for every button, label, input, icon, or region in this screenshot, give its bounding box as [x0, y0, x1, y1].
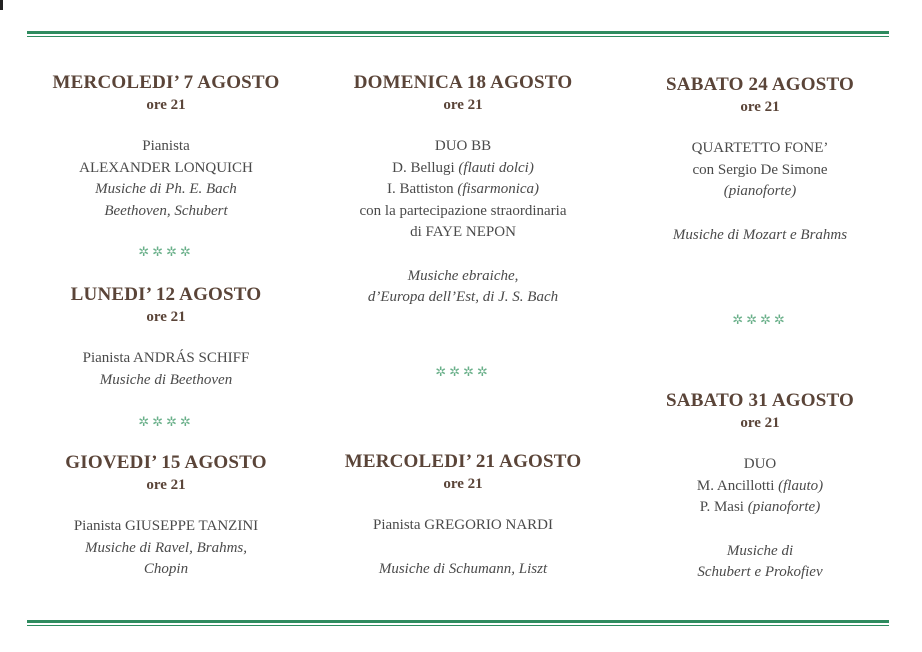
instrument: (flauti dolci) [458, 159, 534, 176]
concert-31-agosto [624, 390, 896, 584]
program: Musiche di [726, 542, 794, 559]
program: d’Europa dell’Est, di J. S. Bach [367, 289, 559, 305]
program: Musiche di Beethoven [99, 371, 233, 388]
program: Musiche di Ph. E. Bach [95, 181, 237, 197]
instrument: (fisarmonica) [457, 181, 540, 197]
ornament-separator: ✲✲✲✲ [138, 414, 194, 429]
concert-time: ore 21 [740, 99, 780, 115]
ensemble-name: QUARTETTO FONE’ [691, 140, 829, 156]
performer-line [624, 497, 896, 519]
ornament-separator: ✲✲✲✲ [732, 312, 788, 327]
concert-date: SABATO 31 AGOSTO [666, 390, 854, 411]
program: Musiche ebraiche, [407, 267, 519, 284]
concert-12-agosto [30, 284, 302, 391]
ornament-separator: ✲✲✲✲ [435, 364, 491, 379]
concert-date: GIOVEDI’ 15 AGOSTO [65, 452, 267, 473]
ornament-separator: ✲✲✲✲ [138, 244, 194, 259]
concert-date: MERCOLEDI’ 7 AGOSTO [52, 72, 280, 93]
performer-name: Pianista GREGORIO NARDI [373, 517, 553, 533]
program: Schubert e Prokofiev [697, 564, 823, 580]
program: Musiche di Schumann, Liszt [378, 560, 548, 577]
ensemble-name: DUO BB [434, 138, 492, 154]
performer-name: D. Bellugi [392, 159, 459, 176]
concert-time: ore 21 [443, 97, 483, 113]
performer-name: P. Masi [699, 499, 748, 515]
concert-date: SABATO 24 AGOSTO [666, 74, 854, 95]
performer-line [322, 179, 604, 201]
concert-date: MERCOLEDI’ 21 AGOSTO [344, 451, 582, 472]
concert-7-agosto [30, 72, 302, 222]
performer-name: Pianista GIUSEPPE TANZINI [73, 518, 259, 534]
program: Musiche di Mozart e Brahms [672, 226, 848, 243]
bottom-divider [27, 620, 889, 626]
performer-name: Pianista ANDRÁS SCHIFF [82, 350, 250, 366]
concert-time: ore 21 [740, 415, 780, 431]
concert-time: ore 21 [146, 309, 186, 325]
concert-15-agosto [30, 452, 302, 581]
performer-name: M. Ancillotti [696, 477, 779, 494]
performer-name: con Sergio De Simone [692, 161, 828, 178]
top-divider [27, 31, 889, 37]
program: Beethoven, Schubert [104, 202, 228, 219]
scan-mark [0, 0, 3, 10]
concert-time: ore 21 [146, 97, 186, 113]
special-guest-note: con la partecipazione straordinaria [359, 202, 567, 219]
program: Chopin [143, 561, 189, 577]
concert-date: LUNEDI’ 12 AGOSTO [70, 284, 262, 305]
concert-18-agosto [322, 72, 604, 309]
concert-time: ore 21 [443, 476, 483, 492]
program: Musiche di Ravel, Brahms, [84, 539, 248, 556]
instrument: (pianoforte) [723, 183, 797, 199]
performer-line [624, 476, 896, 498]
concert-21-agosto [322, 451, 604, 580]
performer-name: ALEXANDER LONQUICH [79, 159, 253, 176]
concert-24-agosto [624, 74, 896, 246]
performer-line [322, 158, 604, 180]
instrument: (pianoforte) [747, 499, 821, 515]
concert-time: ore 21 [146, 477, 186, 493]
concert-date: DOMENICA 18 AGOSTO [353, 72, 573, 93]
performer-role: Pianista [142, 138, 190, 154]
performer-name: I. Battiston [386, 181, 458, 197]
special-guest-name: di FAYE NEPON [410, 224, 516, 240]
ensemble-name: DUO [743, 456, 777, 472]
instrument: (flauto) [778, 477, 824, 494]
